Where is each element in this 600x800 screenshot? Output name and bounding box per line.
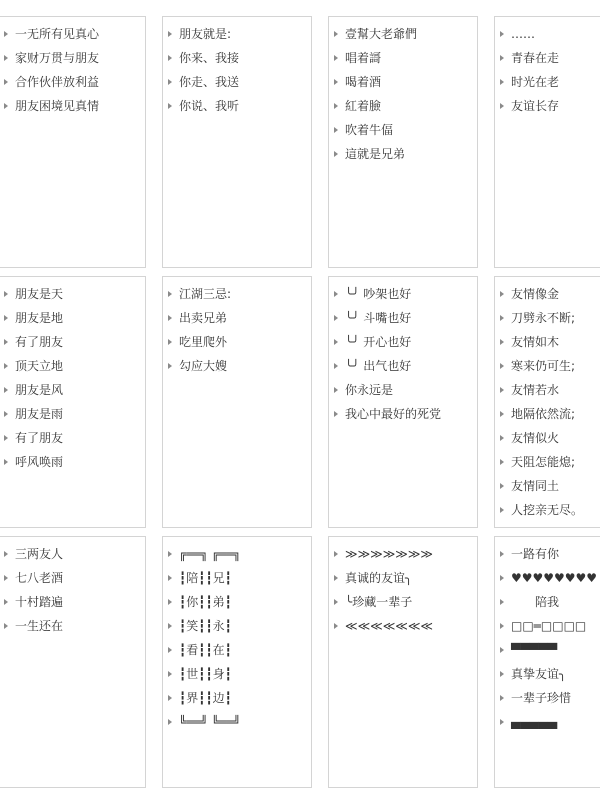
list-item [163, 282, 311, 306]
card-list [163, 22, 311, 118]
list-item-text: 你来、我接 [179, 51, 240, 65]
friendship-card-1 [0, 16, 146, 268]
bullet-arrow-icon [4, 623, 8, 629]
list-item [495, 710, 600, 734]
list-item-text: 合作伙伴放利益 [15, 75, 100, 89]
bullet-arrow-icon [4, 291, 8, 297]
bullet-arrow-icon [168, 575, 172, 581]
list-item-text: ▀▀▀▀▀ [511, 643, 558, 657]
list-item-text: ╚══╝ ╚══╝ [179, 715, 241, 729]
friendship-card-11 [328, 536, 478, 788]
bullet-arrow-icon [500, 671, 504, 677]
list-item [495, 330, 600, 354]
friendship-card-5 [0, 276, 146, 528]
list-item-text: 朋友是天 [15, 287, 64, 301]
bullet-arrow-icon [500, 103, 504, 109]
list-item [0, 614, 145, 638]
bullet-arrow-icon [334, 291, 338, 297]
bullet-arrow-icon [500, 411, 504, 417]
bullet-arrow-icon [334, 55, 338, 61]
list-item-text: 真挚友谊╮ [511, 667, 567, 681]
friendship-card-10 [162, 536, 312, 788]
list-item [329, 354, 477, 378]
list-item [495, 590, 600, 614]
list-item-text: 刀劈永不断; [511, 311, 576, 325]
list-item-text: ╰╯ 吵架也好 [345, 287, 412, 301]
bullet-arrow-icon [168, 291, 172, 297]
friendship-card-9 [0, 536, 146, 788]
list-item [163, 710, 311, 734]
list-item-text: ╰╯ 斗嘴也好 [345, 311, 412, 325]
bullet-arrow-icon [4, 315, 8, 321]
list-item-text: ▄▄▄▄▄ [511, 715, 558, 729]
bullet-arrow-icon [500, 551, 504, 557]
bullet-arrow-icon [500, 387, 504, 393]
list-item-text: 勾应大嫂 [179, 359, 228, 373]
card-list [163, 542, 311, 734]
list-item [495, 22, 600, 46]
bullet-arrow-icon [500, 647, 504, 653]
bullet-arrow-icon [4, 411, 8, 417]
bullet-arrow-icon [334, 315, 338, 321]
list-item-text: 家财万贯与朋友 [15, 51, 100, 65]
list-item-text: 友谊长存 [511, 99, 560, 113]
list-item-text: ╰╯ 开心也好 [345, 335, 412, 349]
list-item [495, 94, 600, 118]
list-item-text: 唱着謌 [345, 51, 382, 65]
bullet-arrow-icon [500, 483, 504, 489]
list-item-text: 一辈子珍惜 [511, 691, 572, 705]
bullet-arrow-icon [500, 315, 504, 321]
list-item-text: 朋友是地 [15, 311, 64, 325]
bullet-arrow-icon [168, 695, 172, 701]
list-item [329, 402, 477, 426]
friendship-card-2 [162, 16, 312, 268]
list-item-text: ≪≪≪≪≪≪≪ [345, 619, 433, 633]
list-item-text: 七八老酒 [15, 571, 64, 585]
list-item [0, 306, 145, 330]
bullet-arrow-icon [4, 339, 8, 345]
list-item [163, 70, 311, 94]
list-item [163, 94, 311, 118]
list-item [163, 638, 311, 662]
list-item-text: 友情如木 [511, 335, 560, 349]
bullet-arrow-icon [168, 31, 172, 37]
list-item-text: 有了朋友 [15, 431, 64, 445]
list-item-text: ╔══╗ ╔══╗ [179, 547, 241, 561]
bullet-arrow-icon [168, 551, 172, 557]
bullet-arrow-icon [334, 363, 338, 369]
list-item-text: 友情似火 [511, 431, 560, 445]
list-item [0, 402, 145, 426]
list-item [495, 542, 600, 566]
list-item-text: 地隔依然流; [511, 407, 576, 421]
list-item-text: 朋友就是: [179, 27, 232, 41]
list-item [495, 354, 600, 378]
list-item-text: ╰珍藏一辈子 [345, 595, 413, 609]
bullet-arrow-icon [500, 695, 504, 701]
list-item [0, 378, 145, 402]
list-item-text: 陪我 [511, 595, 560, 609]
list-item-text: 壹幫大老爺們 [345, 27, 418, 41]
list-item [163, 330, 311, 354]
list-item-text: 出卖兄弟 [179, 311, 228, 325]
list-item [163, 614, 311, 638]
list-item [495, 474, 600, 498]
friendship-card-6 [162, 276, 312, 528]
bullet-arrow-icon [334, 551, 338, 557]
list-item-text: ┇你┇┇弟┇ [179, 595, 232, 609]
bullet-arrow-icon [334, 575, 338, 581]
bullet-arrow-icon [500, 599, 504, 605]
bullet-arrow-icon [4, 363, 8, 369]
bullet-arrow-icon [4, 79, 8, 85]
bullet-arrow-icon [4, 387, 8, 393]
list-item-text: ♥♥♥♥♥♥♥♥ [511, 571, 598, 585]
bullet-arrow-icon [500, 575, 504, 581]
list-item [0, 450, 145, 474]
bullet-arrow-icon [4, 31, 8, 37]
bullet-arrow-icon [334, 623, 338, 629]
bullet-arrow-icon [500, 291, 504, 297]
list-item-text: ┇世┇┇身┇ [179, 667, 232, 681]
list-item-text: □□═□□□□ [511, 619, 587, 633]
list-item [329, 22, 477, 46]
list-item-text: 一无所有见真心 [15, 27, 100, 41]
list-item [329, 46, 477, 70]
list-item [329, 590, 477, 614]
bullet-arrow-icon [168, 79, 172, 85]
list-item-text: 友情若水 [511, 383, 560, 397]
bullet-arrow-icon [500, 339, 504, 345]
bullet-arrow-icon [334, 31, 338, 37]
friendship-card-8 [494, 276, 600, 528]
bullet-arrow-icon [334, 599, 338, 605]
bullet-arrow-icon [168, 55, 172, 61]
list-item-text: 你永远是 [345, 383, 394, 397]
list-item [163, 306, 311, 330]
list-item-text: ┇看┇┇在┇ [179, 643, 232, 657]
list-item [495, 686, 600, 710]
card-list [495, 282, 600, 522]
list-item [0, 590, 145, 614]
bullet-arrow-icon [334, 339, 338, 345]
list-item [0, 22, 145, 46]
list-item [329, 118, 477, 142]
card-list [495, 542, 600, 734]
list-item [329, 330, 477, 354]
list-item-text: 友情同土 [511, 479, 560, 493]
card-list [329, 22, 477, 166]
list-item-text: 呼风唤雨 [15, 455, 64, 469]
bullet-arrow-icon [168, 103, 172, 109]
list-item [163, 354, 311, 378]
list-item [0, 354, 145, 378]
list-item [0, 46, 145, 70]
bullet-arrow-icon [334, 387, 338, 393]
list-item [495, 662, 600, 686]
card-list [0, 282, 145, 474]
list-item-text: 有了朋友 [15, 335, 64, 349]
list-item [495, 638, 600, 662]
friendship-card-4 [494, 16, 600, 268]
list-item [0, 542, 145, 566]
bullet-arrow-icon [4, 551, 8, 557]
list-item-text: 寒来仍可生; [511, 359, 576, 373]
friendship-card-12 [494, 536, 600, 788]
list-item [163, 686, 311, 710]
list-item [495, 614, 600, 638]
list-item [163, 662, 311, 686]
list-item [495, 282, 600, 306]
card-list [163, 282, 311, 378]
list-item-text: 紅着臉 [345, 99, 382, 113]
list-item [0, 566, 145, 590]
list-item-text: …… [511, 27, 535, 41]
list-item-text: 你走、我送 [179, 75, 240, 89]
list-item-text: 朋友是风 [15, 383, 64, 397]
list-item [163, 22, 311, 46]
list-item-text: 我心中最好的死党 [345, 407, 442, 421]
bullet-arrow-icon [168, 671, 172, 677]
list-item-text: 青春在走 [511, 51, 560, 65]
card-list [329, 282, 477, 426]
bullet-arrow-icon [168, 623, 172, 629]
list-item [495, 46, 600, 70]
list-item [163, 46, 311, 70]
bullet-arrow-icon [334, 127, 338, 133]
card-list [0, 542, 145, 638]
list-item [329, 542, 477, 566]
list-item-text: 朋友困境见真情 [15, 99, 100, 113]
bullet-arrow-icon [168, 599, 172, 605]
list-item [0, 426, 145, 450]
bullet-arrow-icon [500, 31, 504, 37]
list-item-text: 一生还在 [15, 619, 64, 633]
bullet-arrow-icon [4, 575, 8, 581]
list-item [329, 378, 477, 402]
list-item-text: 人挖亲无尽。 [511, 503, 584, 517]
list-item [163, 590, 311, 614]
list-item [329, 94, 477, 118]
list-item-text: 喝着酒 [345, 75, 382, 89]
bullet-arrow-icon [168, 647, 172, 653]
card-list [329, 542, 477, 638]
friendship-card-3 [328, 16, 478, 268]
bullet-arrow-icon [500, 459, 504, 465]
list-item [495, 378, 600, 402]
bullet-arrow-icon [500, 79, 504, 85]
bullet-arrow-icon [500, 507, 504, 513]
list-item-text: ╰╯ 出气也好 [345, 359, 412, 373]
list-item [0, 282, 145, 306]
list-item-text: 吹着牛偪 [345, 123, 394, 137]
bullet-arrow-icon [168, 339, 172, 345]
list-item [329, 566, 477, 590]
bullet-arrow-icon [334, 79, 338, 85]
list-item-text: 真诚的友谊╮ [345, 571, 413, 585]
list-item-text: ≫≫≫≫≫≫≫ [345, 547, 433, 561]
list-item [329, 614, 477, 638]
list-item [0, 330, 145, 354]
bullet-arrow-icon [334, 411, 338, 417]
card-list [0, 22, 145, 118]
list-item-text: 朋友是雨 [15, 407, 64, 421]
list-item [495, 70, 600, 94]
bullet-arrow-icon [168, 719, 172, 725]
list-item [495, 426, 600, 450]
bullet-arrow-icon [4, 599, 8, 605]
bullet-arrow-icon [4, 55, 8, 61]
bullet-arrow-icon [4, 435, 8, 441]
list-item [495, 402, 600, 426]
list-item [329, 306, 477, 330]
bullet-arrow-icon [500, 623, 504, 629]
bullet-arrow-icon [4, 103, 8, 109]
list-item [495, 566, 600, 590]
list-item-text: ┇界┇┇边┇ [179, 691, 232, 705]
list-item-text: 三两友人 [15, 547, 64, 561]
bullet-arrow-icon [500, 719, 504, 725]
list-item-text: 时光在老 [511, 75, 560, 89]
list-item [495, 498, 600, 522]
bullet-arrow-icon [334, 151, 338, 157]
list-item [163, 566, 311, 590]
list-item-text: 這就是兄弟 [345, 147, 406, 161]
list-item [0, 94, 145, 118]
bullet-arrow-icon [500, 55, 504, 61]
list-item-text: ┇陪┇┇兄┇ [179, 571, 232, 585]
bullet-arrow-icon [334, 103, 338, 109]
list-item [329, 70, 477, 94]
list-item-text: 一路有你 [511, 547, 560, 561]
list-item [0, 70, 145, 94]
list-item [495, 306, 600, 330]
list-item-text: 吃里爬外 [179, 335, 228, 349]
friendship-card-7 [328, 276, 478, 528]
list-item-text: 江湖三忌: [179, 287, 232, 301]
bullet-arrow-icon [168, 363, 172, 369]
list-item [163, 542, 311, 566]
list-item-text: ┇笑┇┇永┇ [179, 619, 232, 633]
bullet-arrow-icon [500, 435, 504, 441]
list-item [329, 142, 477, 166]
list-item-text: 天阻怎能熄; [511, 455, 576, 469]
bullet-arrow-icon [500, 363, 504, 369]
card-list [495, 22, 600, 118]
list-item-text: 友情像金 [511, 287, 560, 301]
bullet-arrow-icon [168, 315, 172, 321]
list-item-text: 十村踏遍 [15, 595, 64, 609]
list-item [329, 282, 477, 306]
list-item-text: 你说、我听 [179, 99, 240, 113]
list-item [495, 450, 600, 474]
list-item-text: 顶天立地 [15, 359, 64, 373]
bullet-arrow-icon [4, 459, 8, 465]
